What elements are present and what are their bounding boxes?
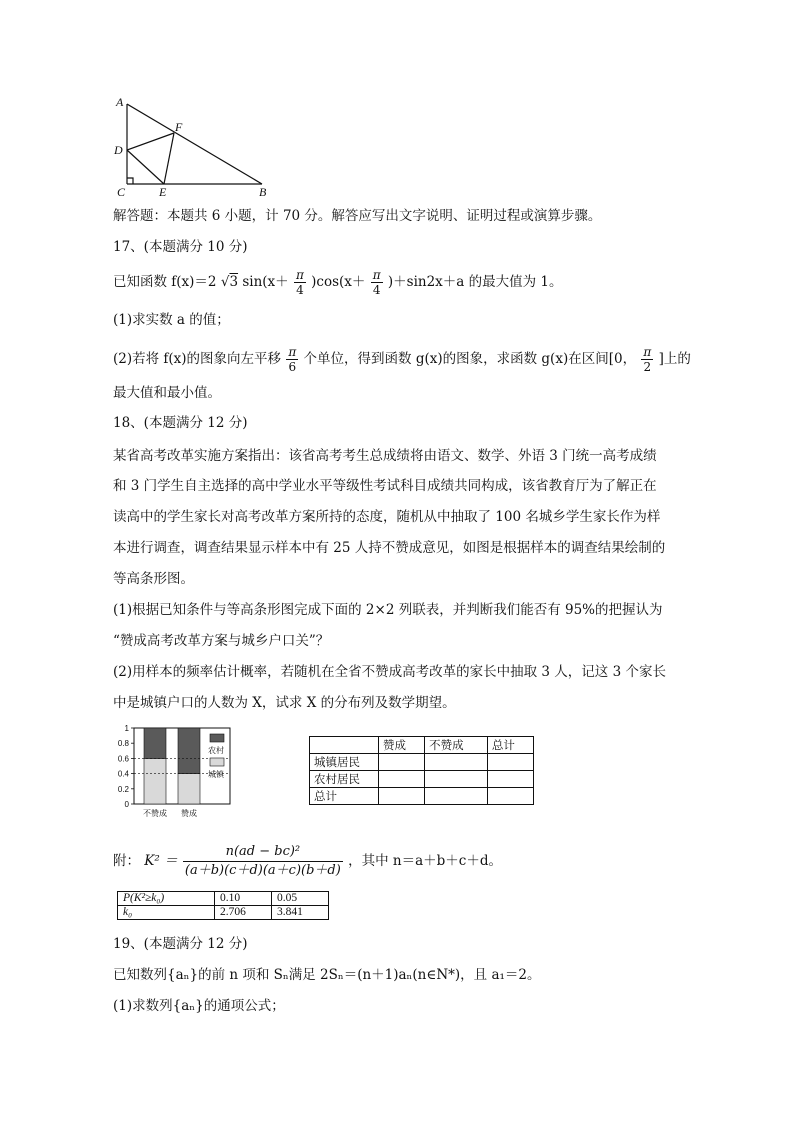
right-angle-mark: [127, 178, 133, 184]
y-tick-label: 0.4: [117, 769, 129, 779]
q17-stem-cos: )cos(x＋: [311, 274, 366, 290]
frac-den: 4: [372, 283, 381, 297]
table-cell: 不赞成: [425, 737, 488, 754]
q17-stem: [113, 268, 563, 297]
legend-swatch: [210, 758, 224, 766]
sqrt-symbol: √3: [220, 274, 239, 290]
frac-den: 2: [643, 360, 652, 374]
frac-num: π: [288, 345, 297, 359]
q18-part1-line1: (1)根据已知条件与等高条形图完成下面的 2×2 列联表，并判断我们能否有 95%的把握认为: [113, 602, 663, 618]
table-cell[interactable]: [487, 771, 533, 788]
bar-segment: [144, 728, 166, 758]
formula-suffix: ，其中 n＝a＋b＋c＋d。: [348, 853, 503, 869]
table-cell: 赞成: [379, 737, 425, 754]
y-tick-label: 0.6: [117, 754, 129, 764]
y-tick-label: 0.8: [117, 739, 129, 749]
label-d: D: [114, 143, 123, 157]
formula-prefix: 附：: [113, 853, 140, 869]
q18-para-line3: 读高中的学生家长对高考改革方案所持的态度，随机从中抽取了 100 名城乡学生家长作为样: [113, 509, 661, 525]
q17-part2-cont: 最大值和最小值。: [113, 385, 221, 401]
q18-para-line5: 等高条形图。: [113, 571, 194, 587]
y-tick-label: 0.2: [117, 784, 129, 794]
table-cell[interactable]: [425, 754, 488, 771]
q17-title: 17、(本题满分 10 分): [113, 239, 248, 255]
fraction-pi-over-2: [641, 345, 653, 374]
table-cell[interactable]: [379, 771, 425, 788]
segment-ef: [164, 133, 174, 184]
q18-title: 18、(本题满分 12 分): [113, 415, 248, 431]
formula-numerator: n(ad − bc)²: [183, 843, 343, 862]
table-cell: 0.05: [272, 892, 329, 906]
segment-ab: [127, 104, 262, 184]
table-cell[interactable]: [379, 788, 425, 805]
segment-df: [127, 133, 174, 150]
table-cell: 0.10: [215, 892, 272, 906]
y-tick-label: 1: [124, 724, 129, 733]
stacked-bar-chart: [112, 720, 236, 820]
table-row: [310, 754, 534, 771]
label-c: C: [117, 185, 126, 199]
geometry-figure: [112, 94, 282, 200]
table-cell[interactable]: [487, 788, 533, 805]
q18-para-line1: 某省高考改革实施方案指出：该省高考考生总成绩将由语文、数学、外语 3 门统一高考成绩: [113, 448, 657, 464]
fraction-pi-over-4: [294, 268, 306, 297]
table-row: [118, 906, 329, 920]
x-category-label: 赞成: [181, 809, 197, 818]
q17-part2: [113, 345, 691, 374]
table-cell: 城镇居民: [310, 754, 379, 771]
bar-segment: [178, 774, 200, 804]
q17-stem-sin: sin(x＋: [242, 274, 289, 290]
table-header-row: [310, 737, 534, 754]
q17-stem-post: )＋sin2x＋a 的最大值为 1。: [387, 274, 563, 290]
table-cell: 总计: [310, 788, 379, 805]
table-cell: 总计: [487, 737, 533, 754]
frac-num: π: [643, 345, 652, 359]
q17-part2-post: ]上的: [658, 351, 691, 367]
q18-part2-line2: 中是城镇户口的人数为 X，试求 X 的分布列及数学期望。: [113, 695, 456, 711]
legend-label: 农村: [208, 746, 224, 755]
q19-title: 19、(本题满分 12 分): [113, 936, 248, 952]
label-f: F: [175, 120, 183, 134]
q17-part1: (1)求实数 a 的值；: [113, 312, 230, 328]
table-row: [118, 892, 329, 906]
frac-num: π: [372, 268, 381, 282]
table-row: [310, 788, 534, 805]
k-squared-formula: [113, 843, 502, 880]
contingency-table: [309, 736, 534, 805]
legend-label: 城镇: [208, 770, 224, 779]
frac-den: 4: [296, 283, 304, 297]
table-cell: 3.841: [272, 906, 329, 920]
q18-part2-line1: (2)用样本的频率估计概率，若随机在全省不赞成高考改革的家长中抽取 3 人，记这 3 个家长: [113, 664, 666, 680]
bar-segment: [178, 728, 200, 774]
q17-part2-pre: (2)若将 f(x)的图象向左平移: [113, 351, 282, 367]
label-b: B: [259, 185, 267, 199]
table-cell: [310, 737, 379, 754]
frac-num: π: [295, 268, 304, 282]
bar-segment: [144, 758, 166, 804]
section-header: 解答题：本题共 6 小题，计 70 分。解答应写出文字说明、证明过程或演算步骤。: [113, 208, 602, 224]
q18-part1-line2: “赞成高考改革方案与城乡户口关”？: [113, 633, 330, 649]
table-cell[interactable]: [487, 754, 533, 771]
table-cell[interactable]: [425, 771, 488, 788]
table-cell[interactable]: [379, 754, 425, 771]
formula-denominator: (a＋b)(c＋d)(a＋c)(b＋d): [184, 863, 341, 878]
formula-fraction: [183, 843, 343, 880]
frac-den: 6: [288, 360, 297, 374]
fraction-pi-over-4b: [371, 268, 383, 297]
table-cell: P(K²≥k₀): [118, 892, 215, 906]
table-row: [310, 771, 534, 788]
legend-swatch: [210, 734, 224, 742]
q18-para-line4: 本进行调查，调查结果显示样本中有 25 人持不赞成意见，如图是根据样本的调查结果绘制的: [113, 540, 666, 556]
fraction-pi-over-6: [286, 345, 298, 374]
q19-part1: (1)求数列{aₙ}的通项公式；: [113, 998, 285, 1014]
formula-lhs: K² ＝: [144, 853, 178, 869]
table-cell: 2.706: [215, 906, 272, 920]
q17-part2-mid: 个单位，得到函数 g(x)的图象，求函数 g(x)在区间[0，: [303, 351, 637, 367]
q17-stem-pre: 已知函数 f(x)＝2: [113, 274, 217, 290]
critical-value-table: [117, 891, 329, 920]
y-tick-label: 0: [124, 800, 129, 809]
q19-stem: 已知数列{aₙ}的前 n 项和 Sₙ满足 2Sₙ＝(n＋1)aₙ(n∈N*)，且 a₁＝2。: [113, 967, 541, 983]
sqrt-radicand: 3: [229, 274, 239, 290]
q18-para-line2: 和 3 门学生自主选择的高中学业水平等级性考试科目成绩共同构成，该省教育厅为了解正在: [113, 478, 657, 494]
table-cell: k₀: [118, 906, 215, 920]
label-e: E: [159, 185, 167, 199]
label-a: A: [116, 95, 124, 109]
x-category-label: 不赞成: [143, 809, 167, 818]
table-cell[interactable]: [425, 788, 488, 805]
table-cell: 农村居民: [310, 771, 379, 788]
